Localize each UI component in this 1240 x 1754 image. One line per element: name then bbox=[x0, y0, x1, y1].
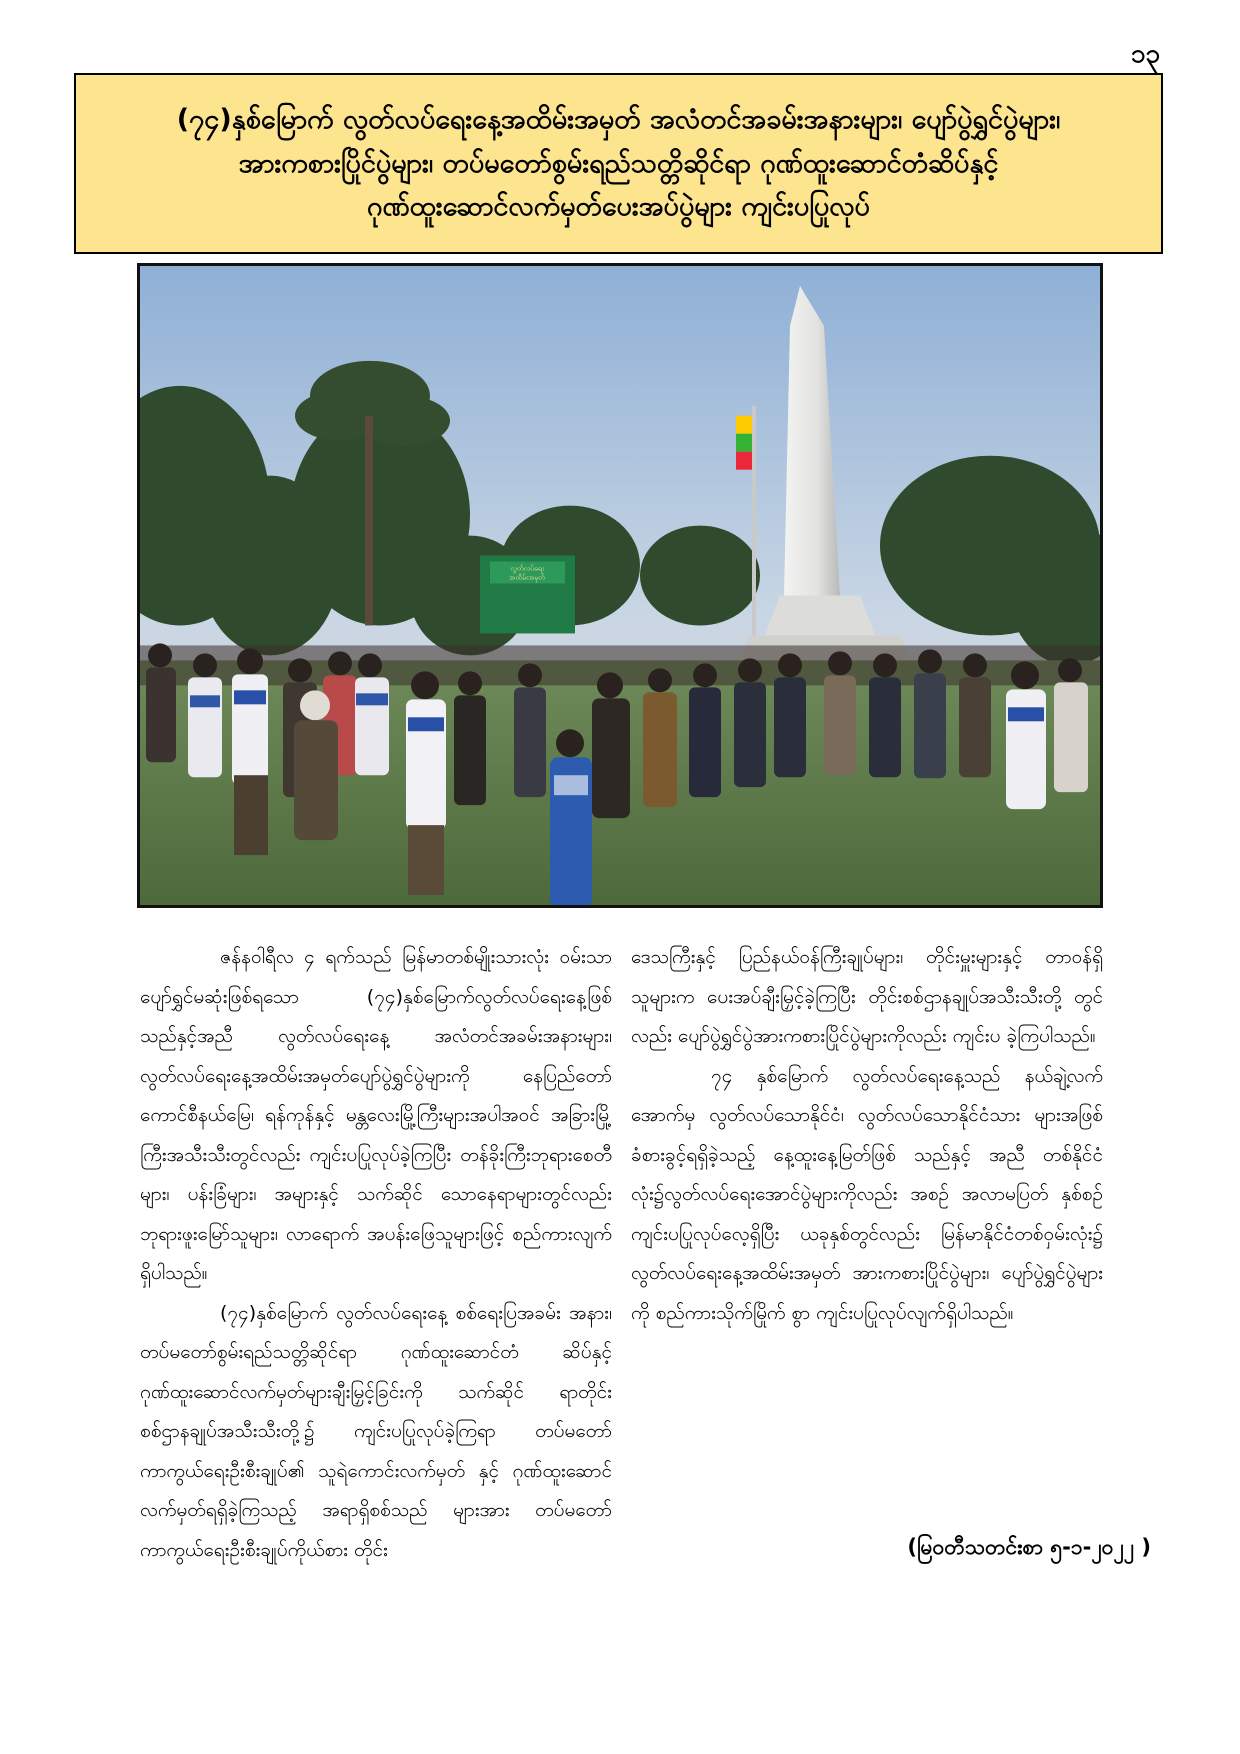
article-paragraph-2: (၇၄)နှစ်မြောက် လွတ်လပ်ရေးနေ့ စစ်ရေးပြအခမ်း အနား၊ တပ်မတော်စွမ်းရည်သတ္တိဆိုင်ရာ ဂုဏ်ထူးဆောင်တံ ဆိပ်နှင့် ဂုဏ်ထူးဆောင်လက်မှတ်များချီးမြှင့်ခြင်းကို သက်ဆိုင် ရာတိုင်းစစ်ဌာနချုပ်အသီးသီးတို့၌ ကျင်းပပြုလုပ်ခဲ့ကြရာ တပ်မတော်ကာကွယ်ရေးဦးစီးချုပ်၏ သူရဲကောင်းလက်မှတ် နှင့် ဂုဏ်ထူးဆောင်လက်မှတ်ရရှိခဲ့ကြသည့် အရာရှိစစ်သည် များအား တပ်မတော်ကာကွယ်ရေးဦးစီးချုပ်ကိုယ်စား တိုင်း bbox=[140, 1301, 612, 1561]
article-column-right bbox=[631, 938, 1103, 1333]
myanmar-flag bbox=[736, 416, 752, 470]
source-credit: (မြဝတီသတင်းစာ ၅-၁-၂၀၂၂ ) bbox=[907, 1535, 1151, 1559]
article-paragraph-4: ၇၄ နှစ်မြောက် လွတ်လပ်ရေးနေ့သည် နယ်ချဲ့လက် အောက်မှ လွတ်လပ်သောနိုင်ငံ၊ လွတ်လပ်သောနိုင်ငံသား များအဖြစ် ခံစားခွင့်ရရှိခဲ့သည့် နေ့ထူးနေ့မြတ်ဖြစ် သည်နှင့် အညီ တစ်နိုင်ငံလုံး၌လွတ်လပ်ရေးအောင်ပွဲများကိုလည်း အစဉ် အလာမပြတ် နှစ်စဉ်ကျင်းပပြုလုပ်လေ့ရှိပြီး ယခုနှစ်တွင်လည်း မြန်မာနိုင်ငံတစ်ဝှမ်းလုံး၌ လွတ်လပ်ရေးနေ့အထိမ်းအမှတ် အားကစားပြိုင်ပွဲများ၊ ပျော်ပွဲရွှင်ပွဲများကို စည်ကားသိုက်မြိုက် စွာ ကျင်းပပြုလုပ်လျက်ရှိပါသည်။ bbox=[631, 1064, 1103, 1324]
article-column-left bbox=[140, 938, 612, 1570]
ceremony-photo bbox=[137, 263, 1103, 908]
banner-line-2: အထိမ်းအမှတ် bbox=[508, 573, 546, 582]
article-paragraph-1: ဇန်နဝါရီလ ၄ ရက်သည် မြန်မာတစ်မျိုးသားလုံး ဝမ်းသာ ပျော်ရွှင်မဆုံးဖြစ်ရသော (၇၄)နှစ်မြောက်လွတ်လပ်ရေးနေ့ဖြစ် သည်နှင့်အညီ လွတ်လပ်ရေးနေ့ အလံတင်အခမ်းအနားများ၊ လွတ်လပ်ရေးနေ့အထိမ်းအမှတ်ပျော်ပွဲရွှင်ပွဲများကို နေပြည်တော် ကောင်စီနယ်မြေ၊ ရန်ကုန်နှင့် မန္တလေးမြို့ကြီးများအပါအဝင် အခြားမြို့ကြီးအသီးသီးတွင်လည်း ကျင်းပပြုလုပ်ခဲ့ကြပြီး တန်ခိုးကြီးဘုရားစေတီများ၊ ပန်းခြံများ၊ အများနှင့် သက်ဆိုင် သောနေရာများတွင်လည်း ဘုရားဖူးမြော်သူများ၊ လာရောက် အပန်းဖြေသူများဖြင့် စည်ကားလျက်ရှိပါသည်။ bbox=[140, 946, 612, 1284]
headline-line-2: အားကစားပြိုင်ပွဲများ၊ တပ်မတော်စွမ်းရည်သတ္တိဆိုင်ရာ ဂုဏ်ထူးဆောင်တံဆိပ်နှင့် bbox=[238, 147, 999, 179]
headline-box bbox=[74, 73, 1163, 254]
article-paragraph-3: ဒေသကြီးနှင့် ပြည်နယ်ဝန်ကြီးချုပ်များ၊ တိုင်းမှူးများနှင့် တာဝန်ရှိ သူများက ပေးအပ်ချီးမြှင့်ခဲ့ကြပြီး တိုင်းစစ်ဌာနချုပ်အသီးသီးတို့ တွင်လည်း ပျော်ပွဲရွှင်ပွဲအားကစားပြိုင်ပွဲများကိုလည်း ကျင်းပ ခဲ့ကြပါသည်။ bbox=[631, 946, 1103, 1047]
headline-line-1: (၇၄)နှစ်မြောက် လွတ်လပ်ရေးနေ့အထိမ်းအမှတ် အလံတင်အခမ်းအနားများ၊ ပျော်ပွဲရွှင်ပွဲများ၊ bbox=[176, 103, 1061, 135]
ceremony-photo-illustration bbox=[140, 266, 1100, 905]
headline-line-3: ဂုဏ်ထူးဆောင်လက်မှတ်ပေးအပ်ပွဲများ ကျင်းပပြုလုပ် bbox=[367, 191, 870, 223]
stage-banner bbox=[480, 556, 575, 634]
page-number: ၁၃ bbox=[1130, 39, 1160, 69]
banner-line-1: လွတ်လပ်ရေး bbox=[510, 564, 544, 573]
